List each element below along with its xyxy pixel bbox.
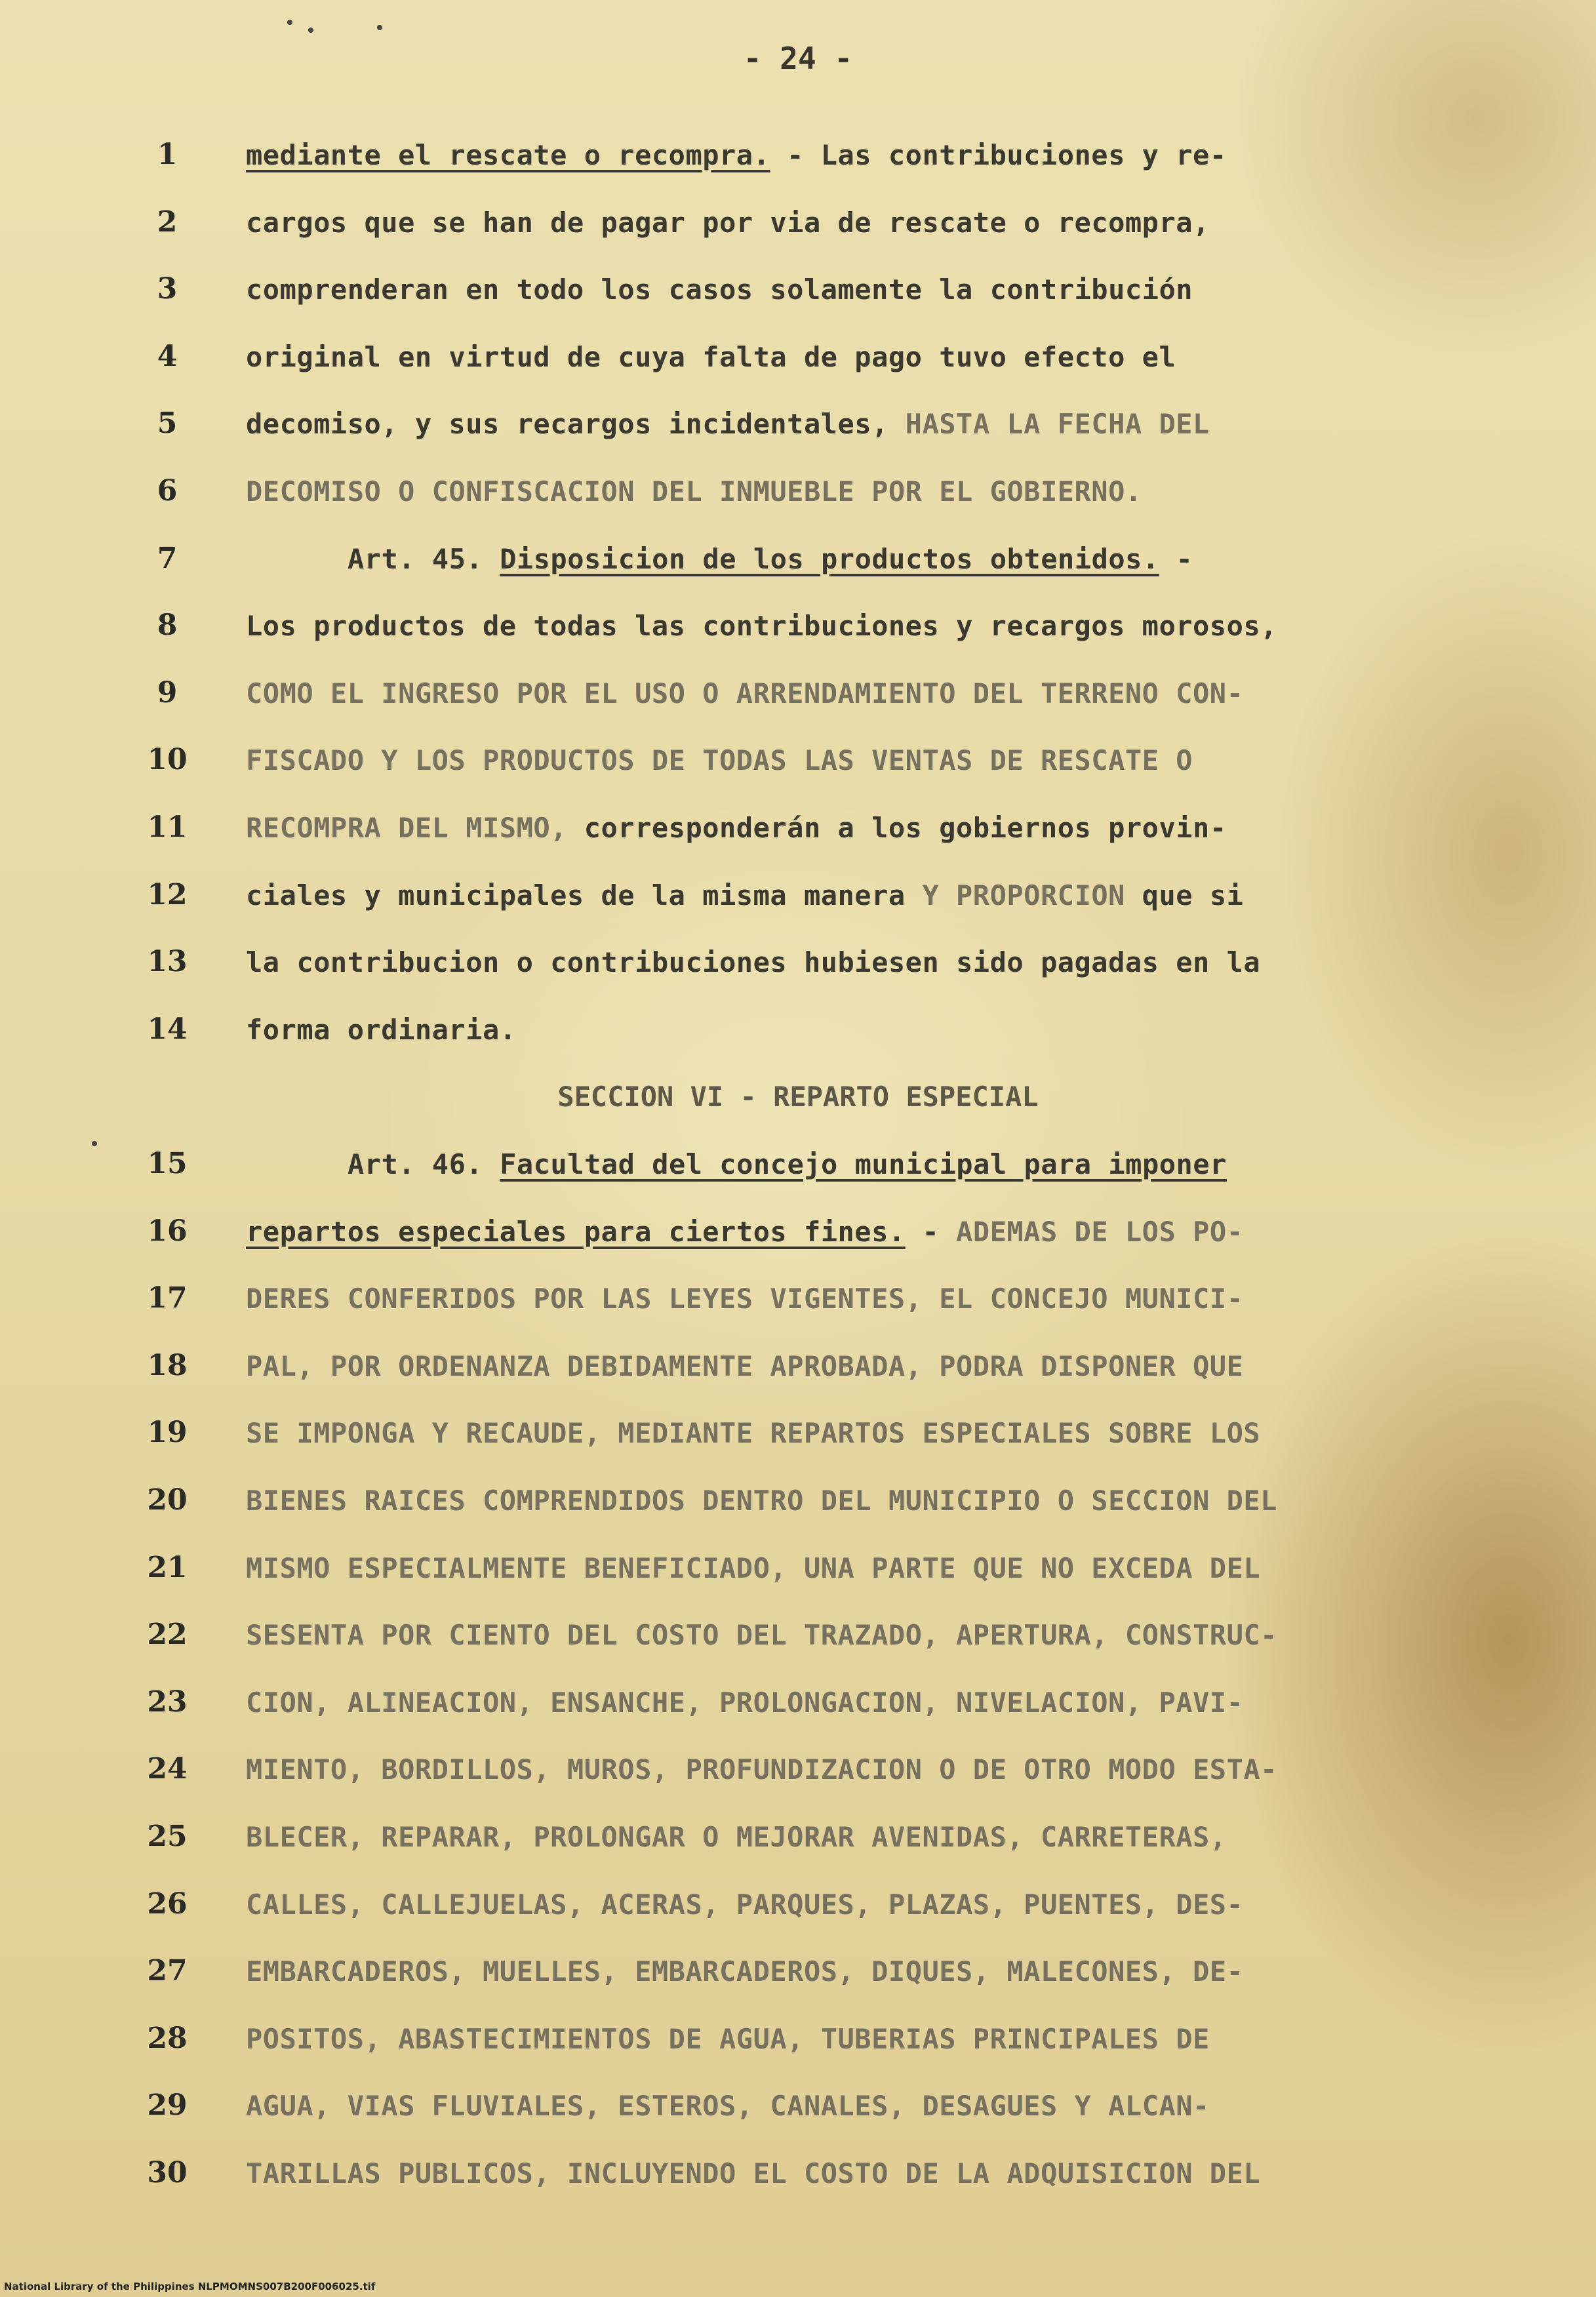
line-number: 15 xyxy=(147,1147,188,1180)
line-text xyxy=(246,1821,1492,1853)
line-text xyxy=(246,879,1492,911)
faded-capitals-segment: POSITOS, ABASTECIMIENTOS DE AGUA, TUBERIAS PRINCIPALES DE xyxy=(246,2023,1210,2055)
faded-capitals-segment: DERES CONFERIDOS POR LAS LEYES VIGENTES, EL CONCEJO MUNICI- xyxy=(246,1283,1244,1315)
line-text xyxy=(246,408,1492,440)
text-line xyxy=(0,663,1596,731)
line-text xyxy=(246,677,1492,709)
text-segment: original en virtud de cuya falta de pago tuvo efecto el xyxy=(246,341,1176,373)
line-text xyxy=(246,744,1492,776)
faded-capitals-segment: HASTA LA FECHA DEL xyxy=(905,408,1210,440)
text-segment: que si xyxy=(1125,879,1244,911)
line-text xyxy=(246,207,1492,239)
text-segment: la contribucion o contribuciones hubiesen sido pagadas en la xyxy=(246,946,1261,978)
line-text xyxy=(246,475,1492,508)
line-number: 6 xyxy=(157,474,178,508)
line-number: 22 xyxy=(147,1618,188,1651)
line-text xyxy=(246,2157,1492,2189)
text-segment: corresponderán a los gobiernos provin- xyxy=(584,812,1227,844)
line-number: 3 xyxy=(157,272,178,306)
ink-speck xyxy=(92,1141,97,1146)
line-text xyxy=(246,2023,1492,2055)
text-line xyxy=(0,2008,1596,2077)
underlined-title-segment: mediante el rescate o recompra. xyxy=(246,139,770,171)
line-number: 23 xyxy=(147,1685,188,1719)
line-number: 28 xyxy=(147,2022,188,2055)
text-segment: Art. 46. xyxy=(348,1148,500,1180)
line-text xyxy=(246,1552,1492,1584)
line-number: 12 xyxy=(147,878,188,911)
archive-footer: National Library of the Philippines NLPMOMNS007B200F006025.tif xyxy=(4,2281,376,2292)
line-text xyxy=(246,1350,1492,1382)
underlined-title-segment: repartos especiales para ciertos fines. xyxy=(246,1216,906,1248)
faded-capitals-segment: Y PROPORCION xyxy=(922,879,1125,911)
text-line xyxy=(0,1470,1596,1538)
line-number: 19 xyxy=(147,1416,188,1449)
line-number: 26 xyxy=(147,1887,188,1921)
section-heading-row xyxy=(0,1066,1596,1134)
text-line xyxy=(0,259,1596,327)
line-text xyxy=(246,1417,1492,1449)
line-number: 27 xyxy=(147,1954,188,1987)
text-segment: cargos que se han de pagar por via de rescate o recompra, xyxy=(246,207,1210,239)
line-number: 25 xyxy=(147,1820,188,1853)
line-text xyxy=(246,1619,1492,1651)
text-line xyxy=(0,1134,1596,1202)
line-number: 10 xyxy=(147,743,188,776)
text-segment: forma ordinaria. xyxy=(246,1014,517,1046)
text-line xyxy=(0,595,1596,664)
line-number: 29 xyxy=(147,2088,188,2122)
underlined-title-segment: Facultad del concejo municipal para imponer xyxy=(500,1148,1227,1180)
line-number: 24 xyxy=(147,1752,188,1786)
text-line xyxy=(0,1336,1596,1404)
ink-speck xyxy=(308,28,313,33)
text-segment: ciales y municipales de la misma manera xyxy=(246,879,923,911)
line-number: 17 xyxy=(147,1281,188,1315)
faded-capitals-segment: CALLES, CALLEJUELAS, ACERAS, PARQUES, PLAZAS, PUENTES, DES- xyxy=(246,1888,1244,1921)
section-heading: SECCION VI - REPARTO ESPECIAL xyxy=(557,1081,1039,1113)
line-number: 7 xyxy=(157,542,178,575)
line-text xyxy=(246,946,1492,978)
ink-speck xyxy=(377,25,382,30)
text-segment: decomiso, y sus recargos incidentales, xyxy=(246,408,906,440)
text-line xyxy=(0,2075,1596,2144)
text-line xyxy=(0,125,1596,193)
faded-capitals-segment: PAL, POR ORDENANZA DEBIDAMENTE APROBADA, PODRA DISPONER QUE xyxy=(246,1350,1244,1382)
faded-capitals-segment: MIENTO, BORDILLOS, MUROS, PROFUNDIZACION O DE OTRO MODO ESTA- xyxy=(246,1753,1277,1786)
page-number: - 24 - xyxy=(743,41,853,76)
text-line xyxy=(0,529,1596,597)
line-number: 16 xyxy=(147,1214,188,1248)
line-number: 5 xyxy=(157,407,178,440)
line-text xyxy=(246,1888,1492,1921)
faded-capitals-segment: MISMO ESPECIALMENTE BENEFICIADO, UNA PARTE QUE NO EXCEDA DEL xyxy=(246,1552,1261,1584)
text-segment: - xyxy=(905,1216,957,1248)
faded-capitals-segment: ADEMAS DE LOS PO- xyxy=(956,1216,1244,1248)
faded-capitals-segment: AGUA, VIAS FLUVIALES, ESTEROS, CANALES, DESAGUES Y ALCAN- xyxy=(246,2090,1210,2122)
faded-capitals-segment: COMO EL INGRESO POR EL USO O ARRENDAMIENTO DEL TERRENO CON- xyxy=(246,677,1244,709)
line-text xyxy=(246,1753,1492,1786)
text-line xyxy=(0,730,1596,798)
faded-capitals-segment: FISCADO Y LOS PRODUCTOS DE TODAS LAS VENTAS DE RESCATE O xyxy=(246,744,1193,776)
text-line xyxy=(0,797,1596,866)
text-line xyxy=(0,1941,1596,2009)
faded-capitals-segment: RECOMPRA DEL MISMO, xyxy=(246,812,584,844)
line-text xyxy=(246,610,1492,642)
faded-capitals-segment: BLECER, REPARAR, PROLONGAR O MEJORAR AVENIDAS, CARRETERAS, xyxy=(246,1821,1227,1853)
text-line xyxy=(0,1672,1596,1740)
line-text xyxy=(246,1283,1492,1315)
text-line xyxy=(0,1538,1596,1606)
line-text xyxy=(246,1485,1492,1517)
line-text xyxy=(246,1955,1492,1987)
text-line xyxy=(0,461,1596,529)
faded-capitals-segment: CION, ALINEACION, ENSANCHE, PROLONGACION, NIVELACION, PAVI- xyxy=(246,1687,1244,1719)
text-line xyxy=(0,1268,1596,1336)
ink-speck xyxy=(287,20,292,25)
text-segment: - Las contribuciones y re- xyxy=(770,139,1227,171)
faded-capitals-segment: TARILLAS PUBLICOS, INCLUYENDO EL COSTO DE LA ADQUISICION DEL xyxy=(246,2157,1261,2189)
line-number: 30 xyxy=(147,2156,188,2189)
line-text xyxy=(246,341,1492,373)
line-number: 1 xyxy=(157,138,178,171)
line-text xyxy=(348,543,1492,575)
line-number: 8 xyxy=(157,609,178,642)
line-text xyxy=(246,139,1492,171)
line-text xyxy=(246,1216,1492,1248)
line-number: 2 xyxy=(157,205,178,239)
text-line xyxy=(0,1403,1596,1471)
line-number: 14 xyxy=(147,1012,188,1046)
faded-capitals-segment: DECOMISO O CONFISCACION DEL INMUEBLE POR EL GOBIERNO. xyxy=(246,475,1142,508)
line-number: 11 xyxy=(147,810,188,844)
faded-capitals-segment: EMBARCADEROS, MUELLES, EMBARCADEROS, DIQUES, MALECONES, DE- xyxy=(246,1955,1244,1987)
text-segment: comprenderan en todo los casos solamente la contribución xyxy=(246,273,1193,306)
text-segment: - xyxy=(1159,543,1193,575)
faded-capitals-segment: SESENTA POR CIENTO DEL COSTO DEL TRAZADO, APERTURA, CONSTRUC- xyxy=(246,1619,1277,1651)
line-number: 18 xyxy=(147,1349,188,1382)
text-line xyxy=(0,1739,1596,1807)
text-line xyxy=(0,327,1596,395)
faded-capitals-segment: BIENES RAICES COMPRENDIDOS DENTRO DEL MUNICIPIO O SECCION DEL xyxy=(246,1485,1277,1517)
text-line xyxy=(0,1874,1596,1942)
line-text xyxy=(348,1148,1492,1180)
line-text xyxy=(246,1687,1492,1719)
line-number: 9 xyxy=(157,676,178,709)
text-line xyxy=(0,932,1596,1000)
line-number: 21 xyxy=(147,1551,188,1584)
line-text xyxy=(246,2090,1492,2122)
text-segment: Art. 45. xyxy=(348,543,500,575)
underlined-title-segment: Disposicion de los productos obtenidos. xyxy=(500,543,1159,575)
text-line xyxy=(0,192,1596,260)
faded-capitals-segment: SE IMPONGA Y RECAUDE, MEDIANTE REPARTOS ESPECIALES SOBRE LOS xyxy=(246,1417,1261,1449)
line-number: 13 xyxy=(147,945,188,978)
text-line xyxy=(0,999,1596,1068)
text-line xyxy=(0,2143,1596,2211)
text-line xyxy=(0,1201,1596,1269)
text-line xyxy=(0,1807,1596,1875)
line-text xyxy=(246,273,1492,306)
line-text xyxy=(246,1014,1492,1046)
text-segment: Los productos de todas las contribuciones y recargos morosos, xyxy=(246,610,1277,642)
line-number: 4 xyxy=(157,340,178,373)
text-line xyxy=(0,1605,1596,1673)
line-text xyxy=(246,812,1492,844)
text-line xyxy=(0,393,1596,462)
line-number: 20 xyxy=(147,1483,188,1517)
text-line xyxy=(0,865,1596,933)
